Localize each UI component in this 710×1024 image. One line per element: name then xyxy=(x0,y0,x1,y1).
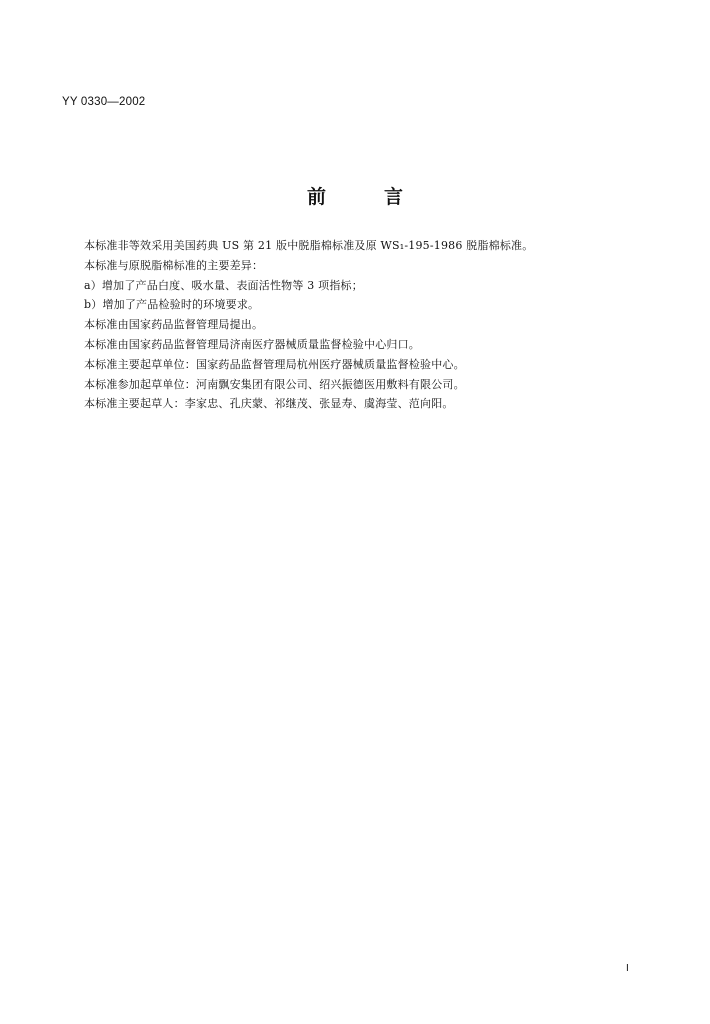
paragraph-1: 本标准非等效采用美国药典 US 第 21 版中脱脂棉标准及原 WS₁-195-1986 脱脂棉标准。 xyxy=(84,239,534,252)
standard-number: YY 0330—2002 xyxy=(62,96,146,108)
paragraph-8: 本标准参加起草单位：河南飘安集团有限公司、绍兴振德医用敷料有限公司。 xyxy=(84,377,465,391)
foreword-body xyxy=(84,236,684,414)
page-number: I xyxy=(626,963,629,974)
paragraph-7: 本标准主要起草单位：国家药品监督管理局杭州医疗器械质量监督检验中心。 xyxy=(84,357,465,371)
paragraph-5: 本标准由国家药品监督管理局提出。 xyxy=(84,318,264,332)
page-title: 前言 xyxy=(306,186,461,208)
paragraph-3: a）增加了产品白度、吸水量、表面活性物等 3 项指标； xyxy=(84,278,363,292)
paragraph-9: 本标准主要起草人：李家忠、孔庆蒙、祁继茂、张显寿、虞海莹、范向阳。 xyxy=(84,397,454,411)
paragraph-2: 本标准与原脱脂棉标准的主要差异： xyxy=(84,258,264,272)
paragraph-6: 本标准由国家药品监督管理局济南医疗器械质量监督检验中心归口。 xyxy=(84,337,420,351)
paragraph-4: b）增加了产品检验时的环境要求。 xyxy=(84,298,260,312)
